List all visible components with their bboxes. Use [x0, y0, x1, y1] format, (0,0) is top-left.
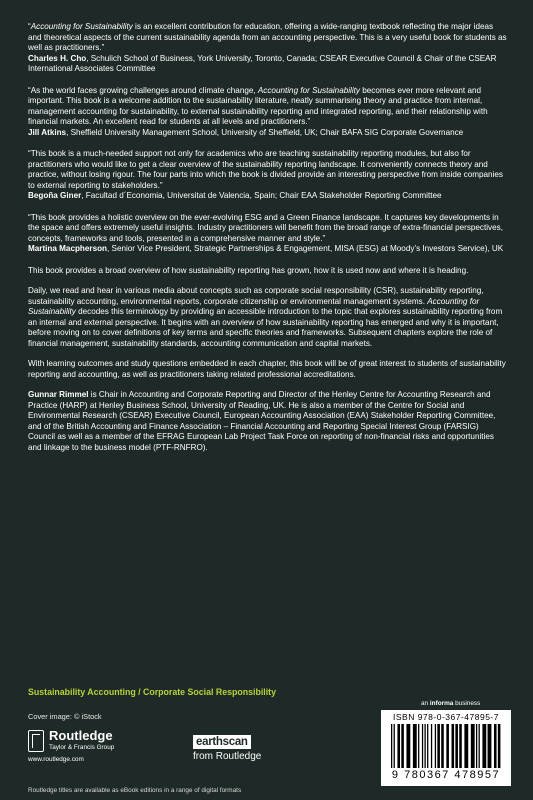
routledge-group: Taylor & Francis Group [49, 744, 115, 751]
back-cover-text [28, 22, 508, 463]
routledge-r-icon [28, 730, 44, 752]
endorsement-1 [28, 22, 508, 75]
isbn-barcode [381, 710, 511, 786]
description-paragraph-3: With learning outcomes and study questions embedded in each chapter, this book will be of great interest to students of sustainability reporting and accounting, as well as practitioners taking related professional accreditations. [28, 359, 506, 379]
barcode-bar [413, 724, 417, 768]
endorsement-text: “Accounting for Sustainability is an excellent contribution for education, offering a wide-ranging textbook reflecting the major ideas and theoretical aspects of the current sustainability agenda from an accounting perspective. This is a very useful book for students as well as practitioners.” [28, 22, 507, 52]
barcode-icon [391, 724, 503, 768]
barcode-bar [482, 724, 486, 768]
barcode-bar [391, 724, 392, 768]
barcode-bar [394, 724, 395, 768]
routledge-logo [28, 726, 138, 764]
barcode-bar [471, 724, 475, 768]
author-bio: Gunnar Rimmel is Chair in Accounting and Corporate Reporting and Director of the Henley Centre for Accounting Research and Practice (HARP) at Henley Business School, University of Reading, UK. He is also a member of the Centre for Social and Environmental Research (CSEAR) Executive Council, European Accounting Association (EAA) Stakeholder Reporting Committee, and of the British Accounting and Finance Association – Financial Accounting and Reporting Special Interest Group (FARSIG) Council as well as a member of the EFRAG European Lab Project Task Force on reporting of non-financial risks and opportunities and linkage to the business model (PTF-RNFRO). [28, 390, 496, 452]
description-paragraph-2: Daily, we read and hear in various media about concepts such as corporate social responsibility (CSR), sustainability reporting, sustainability accounting, environmental reports, corporate citizenship or environmental management systems. Accounting for Sustainability decodes this terminology by providing an accessible introduction to the topic that explores sustainability reporting from an internal and external perspective. It begins with an overview of how sustainability reporting has emerged and why it is important, before moving on to cover definitions of key terms and specific theories and frameworks. Subsequent chapters explore the role of financial management, sustainability standards, accounting communication and capital markets. [28, 286, 503, 348]
endorsement-attribution: Begoña Giner, Facultad d´Economia, Universitat de Valencia, Spain; Chair EAA Stakeholder Reporting Committee [28, 191, 442, 200]
isbn-number: ISBN 978-0-367-47895-7 [393, 712, 499, 722]
ebook-note: Routledge titles are available as eBook editions in a range of digital formats [28, 787, 242, 794]
endorsement-attribution: Charles H. Cho, Schulich School of Business, York University, Toronto, Canada; CSEAR Executive Council & Chair of the CSEAR International Associates Committee [28, 53, 497, 73]
routledge-name: Routledge [49, 728, 113, 743]
barcode-bar [459, 724, 462, 768]
routledge-url: www.routledge.com [28, 756, 84, 763]
endorsement-4 [28, 213, 508, 255]
barcode-bar [464, 724, 468, 768]
barcode-bar [441, 724, 444, 768]
barcode-bar [476, 724, 477, 768]
barcode-digits: 9 780367 478957 [391, 769, 501, 781]
barcode-bar [488, 724, 492, 768]
endorsement-3 [28, 149, 508, 202]
description-paragraph-1: This book provides a broad overview of how sustainability reporting has grown, how it is used now and where it is heading. [28, 265, 469, 275]
earthscan-wordmark: earthscan [193, 735, 251, 749]
earthscan-subline: from Routledge [193, 751, 262, 762]
cover-image-credit: Cover image: © iStock [28, 712, 102, 721]
barcode-bar [498, 724, 501, 768]
barcode-bar [424, 724, 425, 768]
barcode-bar [406, 724, 410, 768]
barcode-bar [418, 724, 419, 768]
earthscan-logo [193, 732, 283, 762]
barcode-bar [446, 724, 449, 768]
subject-category: Sustainability Accounting / Corporate Social Responsibility [28, 687, 276, 697]
endorsement-text: “As the world faces growing challenges around climate change, Accounting for Sustainability becomes ever more relevant and important. This book is a welcome addition to the sustainability literature, neatly summarising theory and practice from internal, management accounting for sustainability, to external sustainability reporting and integrated reporting, and their relationship with financial markets. An excellent read for students at all levels and practitioners.” [28, 85, 488, 126]
barcode-bar [452, 724, 455, 768]
barcode-bar [455, 724, 458, 768]
barcode-bar [422, 724, 423, 768]
barcode-bar [397, 724, 400, 768]
barcode-bar [479, 724, 480, 768]
endorsement-2 [28, 86, 508, 139]
barcode-bar [437, 724, 440, 768]
endorsement-text: “This book is a much-needed support not only for academics who are teaching sustainability reporting modules, but also for practitioners who would like to get a clear overview of the sustainability reporting landscape. It conveniently connects theory and practice, without losing rigour. The four parts into which the book is divided provide an interesting perspective from inside companies to external reporting to stakeholders.” [28, 149, 503, 190]
endorsement-text: “This book provides a holistic overview on the ever-evolving ESG and a Green Finance landscape. It captures key developments in the space and offers extremely useful insights. Industry practitioners will benefit from the broad range of extra-financial perspectives, concepts, frameworks and tools, presented in a comprehensive manner and style.” [28, 212, 503, 243]
informa-business: an informa business [421, 700, 481, 707]
endorsement-attribution: Jill Atkins, Sheffield University Management School, University of Sheffield, UK; Chair BAFA SIG Corporate Governance [28, 127, 464, 137]
barcode-bar [435, 724, 436, 768]
endorsement-attribution: Martina Macpherson, Senior Vice President, Strategic Partnerships & Engagement, MISA (ESG) at Moody’s Investors Service), UK [28, 244, 504, 253]
barcode-bar [494, 724, 497, 768]
barcode-bar [401, 724, 404, 768]
barcode-bar [427, 724, 428, 768]
barcode-bar [431, 724, 432, 768]
